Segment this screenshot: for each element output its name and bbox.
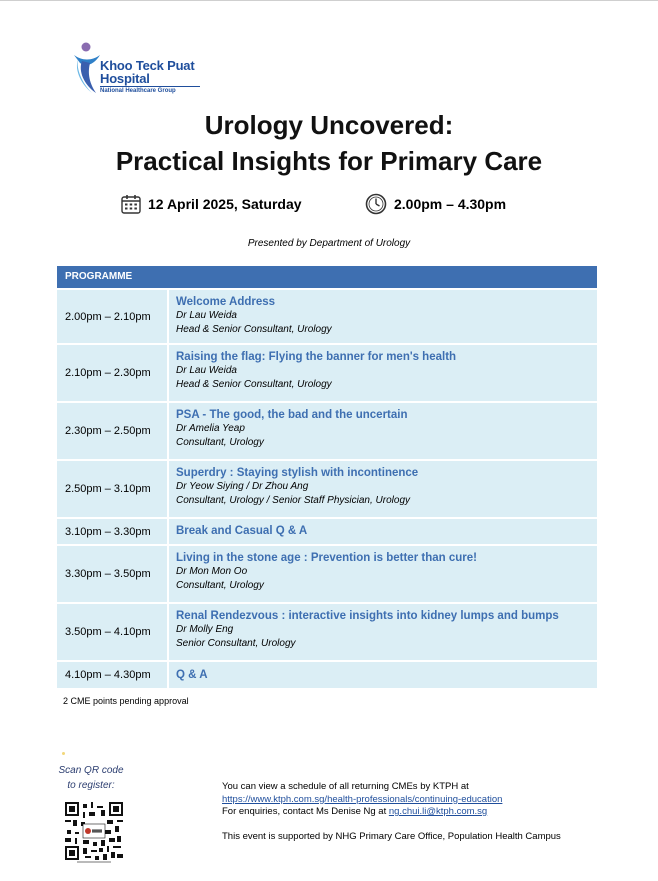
row-time: 2.10pm – 2.30pm [57, 345, 169, 401]
table-row [57, 544, 597, 602]
qr-code-icon[interactable] [65, 802, 123, 864]
programme-header: PROGRAMME [57, 266, 597, 288]
row-role: Senior Consultant, Urology [176, 638, 296, 649]
logo-name-line2: Hospital [100, 71, 150, 86]
row-speaker: Dr Lau Weida [176, 310, 237, 321]
support-note: This event is supported by NHG Primary Care Office, Population Health Campus [222, 830, 561, 842]
info-block [222, 781, 562, 843]
row-role: Consultant, Urology [176, 580, 264, 591]
row-time: 2.30pm – 2.50pm [57, 403, 169, 459]
row-role: Consultant, Urology [176, 437, 264, 448]
programme-table [57, 266, 597, 688]
row-content [169, 546, 597, 602]
cme-schedule-link[interactable]: https://www.ktph.com.sg/health-professionals/continuing-education [222, 793, 503, 805]
enquiry-prefix: For enquiries, contact Ms Denise Ng at [222, 806, 389, 817]
row-speaker: Dr Mon Mon Oo [176, 566, 248, 577]
row-content [169, 662, 597, 688]
row-content [169, 290, 597, 343]
event-meta [0, 193, 658, 217]
row-title: PSA - The good, the bad and the uncertain [176, 409, 408, 421]
row-title: Welcome Address [176, 296, 276, 308]
email-link[interactable]: ng.chui.li@ktph.com.sg [388, 806, 488, 817]
row-time: 3.10pm – 3.30pm [57, 519, 169, 544]
row-time: 3.30pm – 3.50pm [57, 546, 169, 602]
row-content [169, 604, 597, 660]
info-line1: You can view a schedule of all returning CMEs by KTPH at [222, 781, 469, 792]
row-time: 2.00pm – 2.10pm [57, 290, 169, 343]
row-title: Break and Casual Q & A [176, 525, 308, 537]
row-speaker: Dr Yeow Siying / Dr Zhou Ang [176, 481, 309, 492]
qr-label-line2: to register: [67, 780, 115, 791]
table-row [57, 401, 597, 459]
table-row [57, 288, 597, 343]
table-row [57, 343, 597, 401]
row-role: Head & Senior Consultant, Urology [176, 324, 332, 335]
table-row [57, 459, 597, 517]
row-role: Head & Senior Consultant, Urology [176, 379, 332, 390]
cme-note: 2 CME points pending approval [63, 696, 189, 706]
row-content [169, 519, 597, 544]
title-line2: Practical Insights for Primary Care [115, 146, 543, 176]
title-line1: Urology Uncovered: [204, 110, 454, 140]
table-row [57, 517, 597, 544]
decorative-dot [62, 752, 65, 755]
enquiry-line [222, 806, 562, 819]
row-title: Superdry : Staying stylish with incontinence [176, 467, 419, 479]
row-title: Living in the stone age : Prevention is better than cure! [176, 552, 477, 564]
presented-by: Presented by Department of Urology [247, 238, 411, 249]
row-content [169, 345, 597, 401]
table-row [57, 660, 597, 688]
qr-label [46, 763, 136, 793]
page-title [0, 107, 658, 179]
logo-subtitle: National Healthcare Group [100, 88, 176, 94]
clock-icon [365, 193, 387, 215]
row-speaker: Dr Lau Weida [176, 365, 237, 376]
event-time: 2.00pm – 4.30pm [394, 196, 507, 212]
row-title: Raising the flag: Flying the banner for men's health [176, 351, 457, 363]
row-time: 4.10pm – 4.30pm [57, 662, 169, 688]
row-title: Q & A [176, 669, 208, 681]
row-title: Renal Rendezvous : interactive insights into kidney lumps and bumps [176, 610, 559, 622]
row-time: 3.50pm – 4.10pm [57, 604, 169, 660]
row-content [169, 403, 597, 459]
logo-rule [100, 86, 200, 87]
qr-label-line1: Scan QR code [58, 765, 124, 776]
calendar-icon [121, 194, 141, 214]
row-content [169, 461, 597, 517]
row-time: 2.50pm – 3.10pm [57, 461, 169, 517]
event-date: 12 April 2025, Saturday [148, 196, 302, 212]
row-speaker: Dr Molly Eng [176, 624, 234, 635]
logo-name-line1: Khoo Teck Puat [100, 58, 195, 73]
row-role: Consultant, Urology / Senior Staff Physician, Urology [176, 495, 410, 506]
row-speaker: Dr Amelia Yeap [176, 423, 245, 434]
table-row [57, 602, 597, 660]
logo-text [100, 59, 194, 85]
